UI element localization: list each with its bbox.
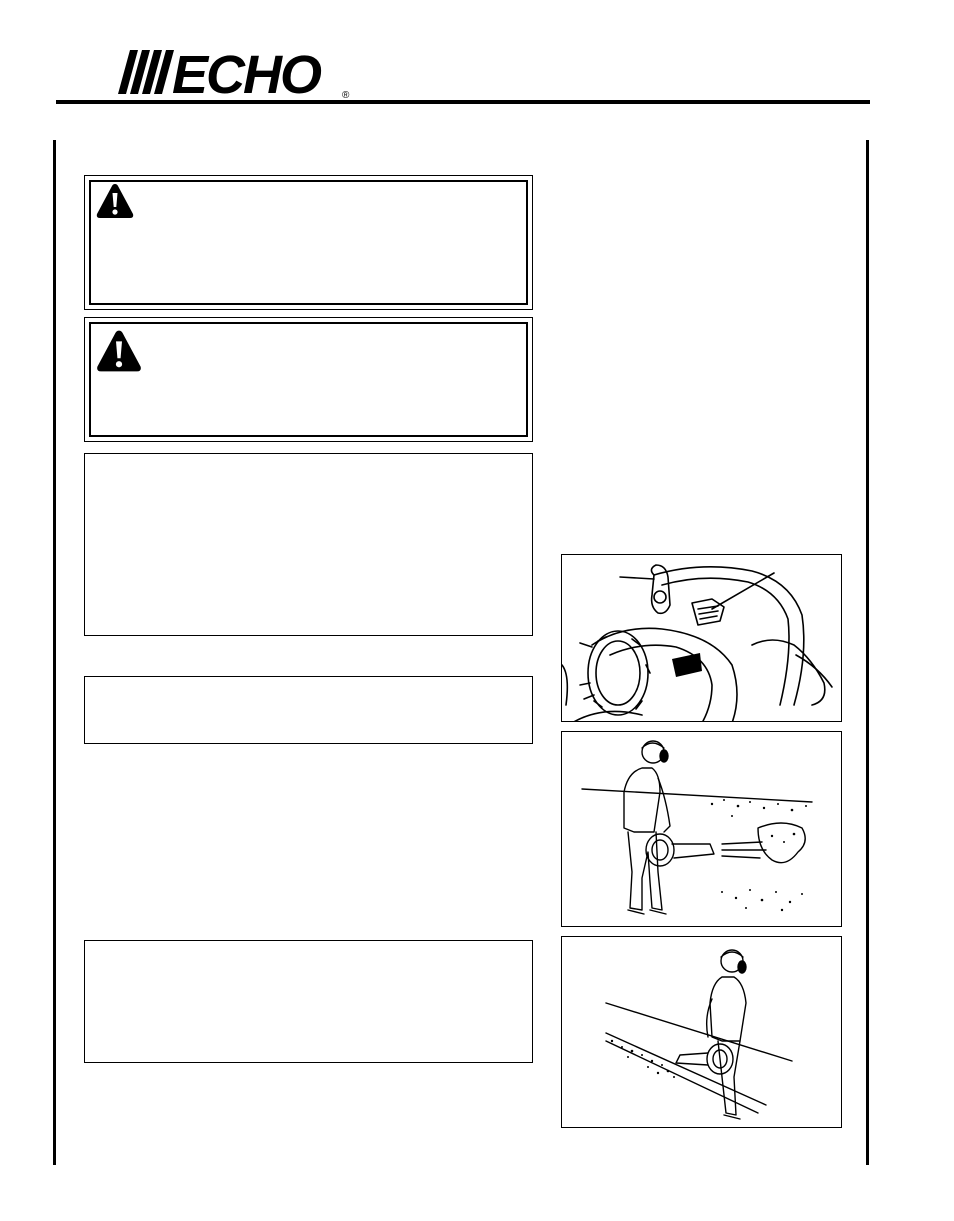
warning-triangle-icon xyxy=(95,328,143,374)
note-box-1 xyxy=(84,453,533,636)
registered-mark: ® xyxy=(342,90,350,100)
right-margin-rule xyxy=(866,140,869,1165)
echo-logo xyxy=(118,44,358,100)
left-margin-rule xyxy=(53,140,56,1165)
figure-operator-blowing-curb xyxy=(561,936,842,1128)
header-rule xyxy=(56,100,870,104)
figure-controls-closeup xyxy=(561,554,842,722)
note-box-2 xyxy=(84,676,533,744)
note-box-3 xyxy=(84,940,533,1063)
warning-box-1 xyxy=(84,175,533,310)
warning-triangle-icon xyxy=(95,182,135,220)
warning-box-2 xyxy=(84,317,533,442)
logo-text: ECHO xyxy=(172,45,321,100)
figure-operator-blowing-debris xyxy=(561,731,842,927)
